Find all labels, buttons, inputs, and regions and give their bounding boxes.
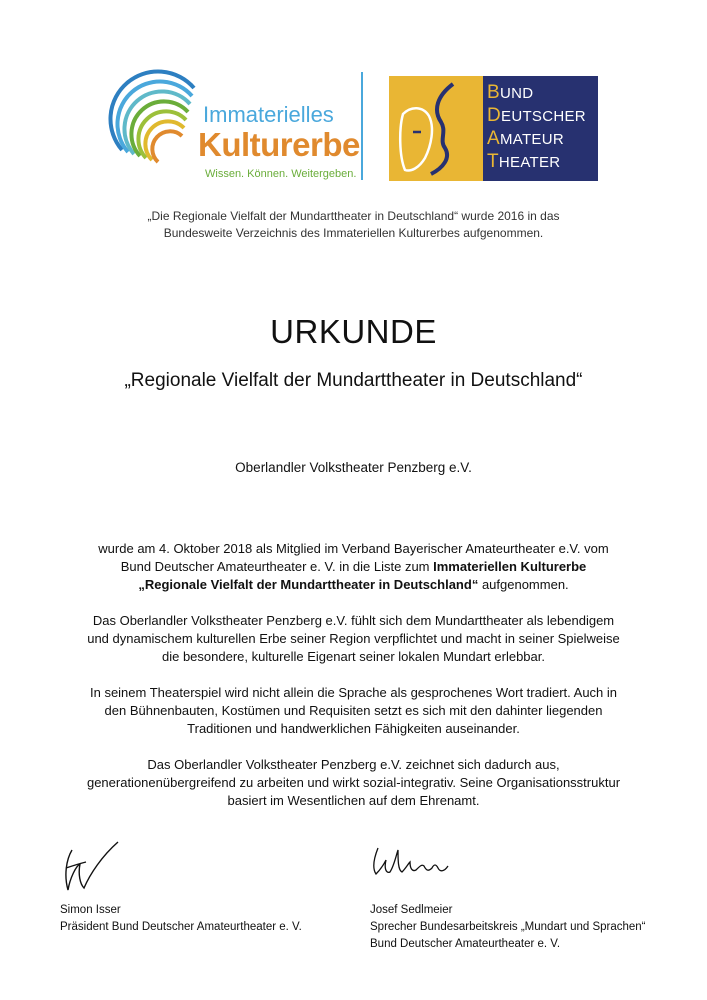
logo-divider xyxy=(361,72,363,180)
certificate-title: URKUNDE xyxy=(270,313,437,350)
paragraph-line: und dynamischem kulturellen Erbe seiner Region verpflichtet und macht in seiner Spielweise xyxy=(87,631,620,646)
bdat-wordmark xyxy=(483,76,598,181)
bdat-logo xyxy=(389,76,598,181)
logo-word-immaterielles: Immaterielles xyxy=(203,102,334,127)
paragraph-admission xyxy=(50,540,657,594)
paragraph-line: „Regionale Vielfalt der Mundarttheater in Deutschland“ aufgenommen. xyxy=(138,577,569,592)
intro-line: Bundesweite Verzeichnis des Immateriellen Kulturerbes aufgenommen. xyxy=(163,226,544,240)
paragraph-line: Bund Deutscher Amateurtheater e. V. in die Liste zum Immateriellen Kulturerbe xyxy=(120,559,587,574)
bdat-line: THEATER xyxy=(487,151,561,172)
paragraph-line: den Bühnenbauten, Kostümen und Requisiten setzt es sich mit den dahinter liegenden xyxy=(104,703,603,718)
paragraph-line: Traditionen und handwerklichen Fähigkeiten auseinander. xyxy=(187,721,520,736)
signatory-left xyxy=(60,902,302,936)
theater-mask-icon xyxy=(389,76,483,181)
signature-josef-sedlmeier xyxy=(368,842,458,882)
signatory-name: Josef Sedlmeier xyxy=(370,904,453,916)
paragraph-line: generationenübergreifend zu arbeiten und wirkt sozial-integrativ. Seine Organisationsstruktur xyxy=(86,775,621,790)
member-name: Oberlandler Volkstheater Penzberg e.V. xyxy=(235,460,472,475)
paragraph-theater-craft xyxy=(50,684,657,738)
signatory-name: Simon Isser xyxy=(60,904,121,916)
certificate-subtitle: „Regionale Vielfalt der Mundarttheater in Deutschland“ xyxy=(124,370,583,391)
bdat-line: AMATEUR xyxy=(487,128,565,149)
paragraph-line: wurde am 4. Oktober 2018 als Mitglied im Verband Bayerischer Amateurtheater e.V. vom xyxy=(98,541,609,556)
paragraph-commitment xyxy=(50,612,657,666)
spiral-arcs-icon xyxy=(108,68,208,183)
paragraph-line: die besondere, kulturelle Eigenart seiner lokalen Mundart erlebbar. xyxy=(161,649,545,664)
signature-simon-isser xyxy=(58,838,128,898)
signatory-role: Bund Deutscher Amateurtheater e. V. xyxy=(370,938,561,950)
logo-tagline: Wissen. Können. Weitergeben. xyxy=(205,168,357,180)
logo-word-kulturerbe: Kulturerbe xyxy=(198,126,360,163)
paragraph-line: basiert im Wesentlichen auf dem Ehrenamt. xyxy=(227,793,480,808)
paragraph-line: Das Oberlandler Volkstheater Penzberg e.V. fühlt sich dem Mundarttheater als lebendigem xyxy=(92,613,615,628)
bdat-line: DEUTSCHER xyxy=(487,105,586,126)
paragraph-line: In seinem Theaterspiel wird nicht allein die Sprache als gesprochenes Wort tradiert. Auch in xyxy=(89,685,618,700)
signatory-role: Sprecher Bundesarbeitskreis „Mundart und Sprachen“ xyxy=(370,921,646,933)
bdat-line: BUND xyxy=(487,82,534,103)
intro-line: „Die Regionale Vielfalt der Mundarttheater in Deutschland“ wurde 2016 in das xyxy=(147,209,560,223)
immaterielles-kulturerbe-logo xyxy=(108,68,358,188)
paragraph-volunteering xyxy=(50,756,657,810)
intro-note xyxy=(60,208,647,242)
paragraph-line: Das Oberlandler Volkstheater Penzberg e.V. zeichnet sich dadurch aus, xyxy=(147,757,560,772)
signatory-role: Präsident Bund Deutscher Amateurtheater e. V. xyxy=(60,921,302,933)
signatory-right xyxy=(370,902,646,953)
